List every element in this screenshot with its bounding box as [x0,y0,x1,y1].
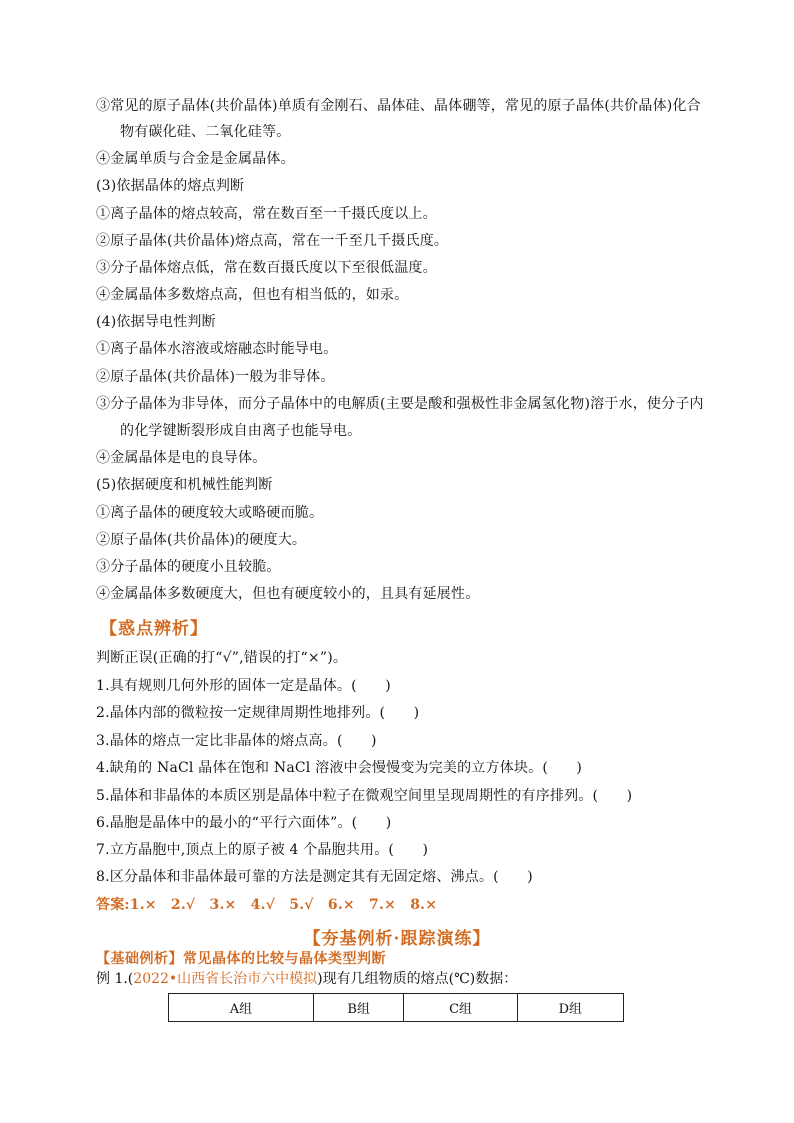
body-line: ②原子晶体(共价晶体)熔点高，常在一千至几千摄氏度。 [96,233,449,249]
judge-intro: 判断正误(正确的打“√”,错误的打“×”)。 [96,650,348,666]
body-line: ③分子晶体的硬度小且较脆。 [96,559,281,575]
body-line: ④金属单质与合金是金属晶体。 [96,151,295,167]
table-header-a: A组 [169,994,314,1022]
body-line: ③分子晶体为非导体，而分子晶体中的电解质(主要是酸和强极性非金属氢化物)溶于水，使分子内 [96,396,704,412]
body-line: ③常见的原子晶体(共价晶体)单质有金刚石、晶体硅、晶体硼等，常见的原子晶体(共价晶体)化合 [96,98,701,114]
body-line: ④金属晶体多数熔点高，但也有相当低的，如汞。 [96,287,409,303]
table-header-d: D组 [517,994,623,1022]
table-row [169,994,624,1022]
example-source: 2022•山西省长治市六中模拟 [133,971,318,987]
body-line: 物有碳化硅、二氧化硅等。 [120,124,291,140]
judge-item-5: 5.晶体和非晶体的本质区别是晶体中粒子在微观空间里呈现周期性的有序排列。( ) [96,788,633,804]
body-line: (5)依据硬度和机械性能判断 [96,477,273,493]
judge-item-3: 3.晶体的熔点一定比非晶体的熔点高。( ) [96,733,377,749]
table-header-c: C组 [404,994,517,1022]
body-line: ④金属晶体是电的良导体。 [96,450,267,466]
body-line: ①离子晶体的硬度较大或略硬而脆。 [96,505,324,521]
example-1 [96,968,517,988]
body-line: ①离子晶体的熔点较高，常在数百至一千摄氏度以上。 [96,206,437,222]
judge-item-6: 6.晶胞是晶体中的最小的“平行六面体”。( ) [96,815,392,831]
body-line: (4)依据导电性判断 [96,314,216,330]
judge-item-8: 8.区分晶体和非晶体最可靠的方法是测定其有无固定熔、沸点。( ) [96,869,533,885]
body-line: 的化学键断裂形成自由离子也能导电。 [120,423,362,439]
body-line: ①离子晶体水溶液或熔融态时能导电。 [96,341,338,357]
table-header-b: B组 [314,994,404,1022]
body-line: ②原子晶体(共价晶体)一般为非导体。 [96,369,335,385]
judge-item-4: 4.缺角的 NaCl 晶体在饱和 NaCl 溶液中会慢慢变为完美的立方体块。( ) [96,760,583,776]
body-line: ③分子晶体熔点低，常在数百摄氏度以下至很低温度。 [96,260,437,276]
example-section-heading: 【夯基例析·跟踪演练】 [303,929,491,949]
confusion-heading: 【惑点辨析】 [100,619,208,639]
example-suffix: )现有几组物质的熔点(℃)数据： [317,971,518,987]
basic-example-heading: 【基础例析】常见晶体的比较与晶体类型判断 [96,951,386,967]
body-line: (3)依据晶体的熔点判断 [96,178,245,194]
judge-item-7: 7.立方晶胞中,顶点上的原子被 4 个晶胞共用。( ) [96,842,429,858]
body-line: ②原子晶体(共价晶体)的硬度大。 [96,532,307,548]
judge-item-2: 2.晶体内部的微粒按一定规律周期性地排列。( ) [96,705,420,721]
body-line: ④金属晶体多数硬度大，但也有硬度较小的，且具有延展性。 [96,586,480,602]
example-prefix: 例 1.( [96,971,134,987]
judge-item-1: 1.具有规则几何外形的固体一定是晶体。( ) [96,678,391,694]
answer-line: 答案:1.× 2.√ 3.× 4.√ 5.√ 6.× 7.× 8.× [96,897,438,913]
melting-point-table [168,993,624,1022]
